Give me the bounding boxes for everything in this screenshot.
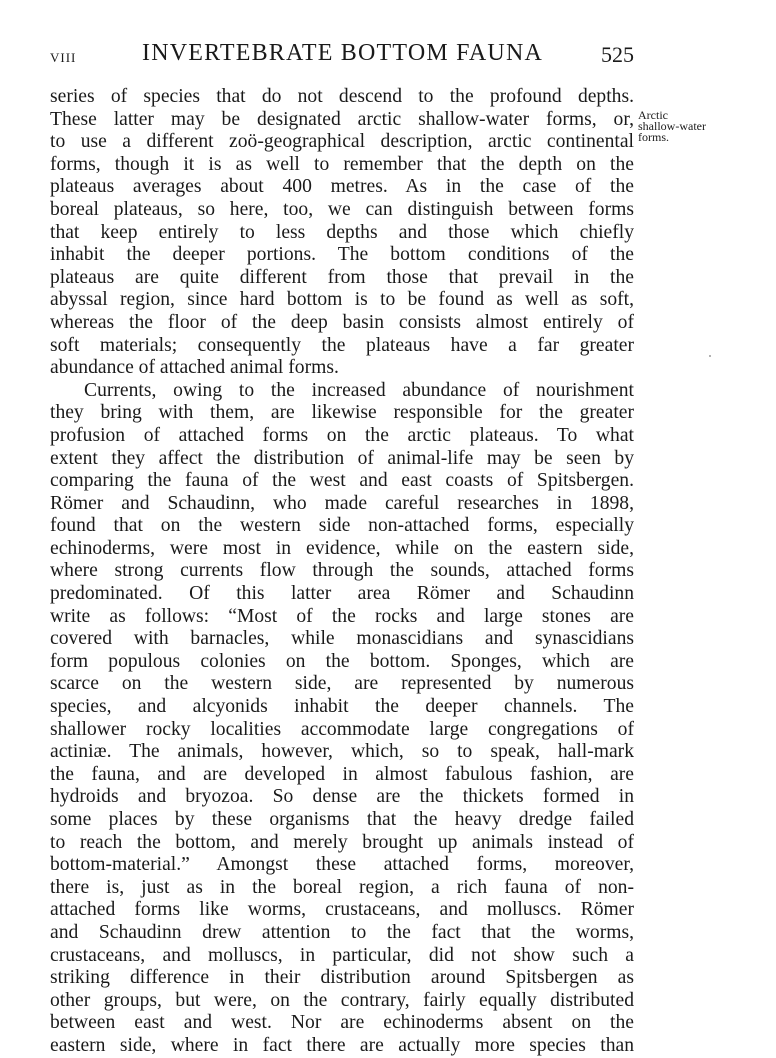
text-line: extent they affect the distribution of animal-life may be seen by (50, 447, 634, 469)
paper-speck (709, 355, 711, 357)
text-line: form populous colonies on the bottom. Sponges, which are (50, 650, 634, 672)
text-line: shallower rocky localities accommodate large congregations of (50, 718, 634, 740)
text-line: they bring with them, are likewise responsible for the greater (50, 402, 634, 424)
text-line: that keep entirely to less depths and those which chiefly (50, 221, 634, 243)
text-line: Römer and Schaudinn, who made careful researches in 1898, (50, 492, 634, 514)
text-line: profusion of attached forms on the arctic plateaus. To what (50, 424, 634, 446)
chapter-number: VIII (50, 50, 77, 65)
text-line: some places by these organisms that the heavy dredge failed (50, 809, 634, 830)
text-line: scarce on the western side, are represented by numerous (50, 673, 634, 695)
text-line: and Schaudinn drew attention to the fact that the worms, (50, 921, 634, 943)
text-line: boreal plateaus, so here, too, we can distinguish between forms (50, 198, 634, 220)
text-line: bottom-material.” Amongst these attached forms, moreover, (50, 854, 634, 876)
text-line: to use a different zoö-geographical description, arctic continental (50, 131, 634, 153)
page-number: 525 (601, 42, 634, 67)
body-text (50, 86, 634, 1058)
text-line: soft materials; consequently the plateaus have a far greater (50, 334, 634, 356)
text-line: to reach the bottom, and merely brought up animals instead of (50, 831, 634, 853)
text-line: whereas the floor of the deep basin consists almost entirely of (50, 311, 634, 333)
margin-note-line: Arctic (638, 108, 668, 122)
text-line: found that on the western side non-attached forms, especially (50, 515, 634, 537)
text-line: crustaceans, and molluscs, in particular, did not show such a (50, 944, 634, 966)
paragraph-2 (50, 380, 634, 1058)
text-line: hydroids and bryozoa. So dense are the thickets formed in (50, 786, 634, 808)
text-line: forms, though it is as well to remember that the depth on the (50, 153, 634, 175)
text-line: the fauna, and are developed in almost fabulous fashion, are (50, 763, 634, 785)
text-line: between east and west. Nor are echinoderms absent on the (50, 1012, 634, 1034)
text-line: plateaus averages about 400 metres. As in the case of the (50, 176, 634, 198)
text-line: abundance of attached animal forms. (50, 357, 339, 379)
text-line: predominated. Of this latter area Römer and Schaudinn (50, 583, 634, 605)
text-line: plateaus are quite different from those that prevail in the (50, 266, 634, 288)
paragraph-1 (50, 86, 634, 380)
text-line: other groups, but were, on the contrary, fairly equally distributed (50, 989, 634, 1011)
text-line: where strong currents flow through the sounds, attached forms (50, 560, 634, 582)
text-line: covered with barnacles, while monascidians and synascidians (50, 628, 634, 650)
text-line: striking difference in their distribution around Spitsbergen as (50, 967, 634, 989)
text-line: series of species that do not descend to the profound depths. (50, 86, 634, 107)
text-line: inhabit the deeper portions. The bottom conditions of the (50, 244, 634, 266)
margin-note-line: forms. (638, 130, 669, 144)
text-line: These latter may be designated arctic shallow-water forms, or, (50, 108, 634, 130)
text-line: Currents, owing to the increased abundance of nourishment (84, 379, 634, 401)
text-line: actiniæ. The animals, however, which, so to speak, hall-mark (50, 741, 634, 763)
running-header (50, 40, 634, 76)
margin-note (638, 110, 768, 143)
text-line: comparing the fauna of the west and east coasts of Spitsbergen. (50, 470, 634, 492)
text-line: echinoderms, were most in evidence, while on the eastern side, (50, 537, 634, 559)
margin-note-line: shallow-water (638, 119, 706, 133)
text-line: attached forms like worms, crustaceans, and molluscs. Römer (50, 899, 634, 921)
text-line: there is, just as in the boreal region, a rich fauna of non- (50, 876, 634, 898)
text-line: eastern side, where in fact there are actually more species than (50, 1034, 634, 1056)
text-line: species, and alcyonids inhabit the deeper channels. The (50, 696, 634, 718)
running-title: INVERTEBRATE BOTTOM FAUNA (142, 40, 544, 66)
text-line: write as follows: “Most of the rocks and large stones are (50, 605, 634, 627)
text-line: abyssal region, since hard bottom is to be found as well as soft, (50, 289, 634, 311)
